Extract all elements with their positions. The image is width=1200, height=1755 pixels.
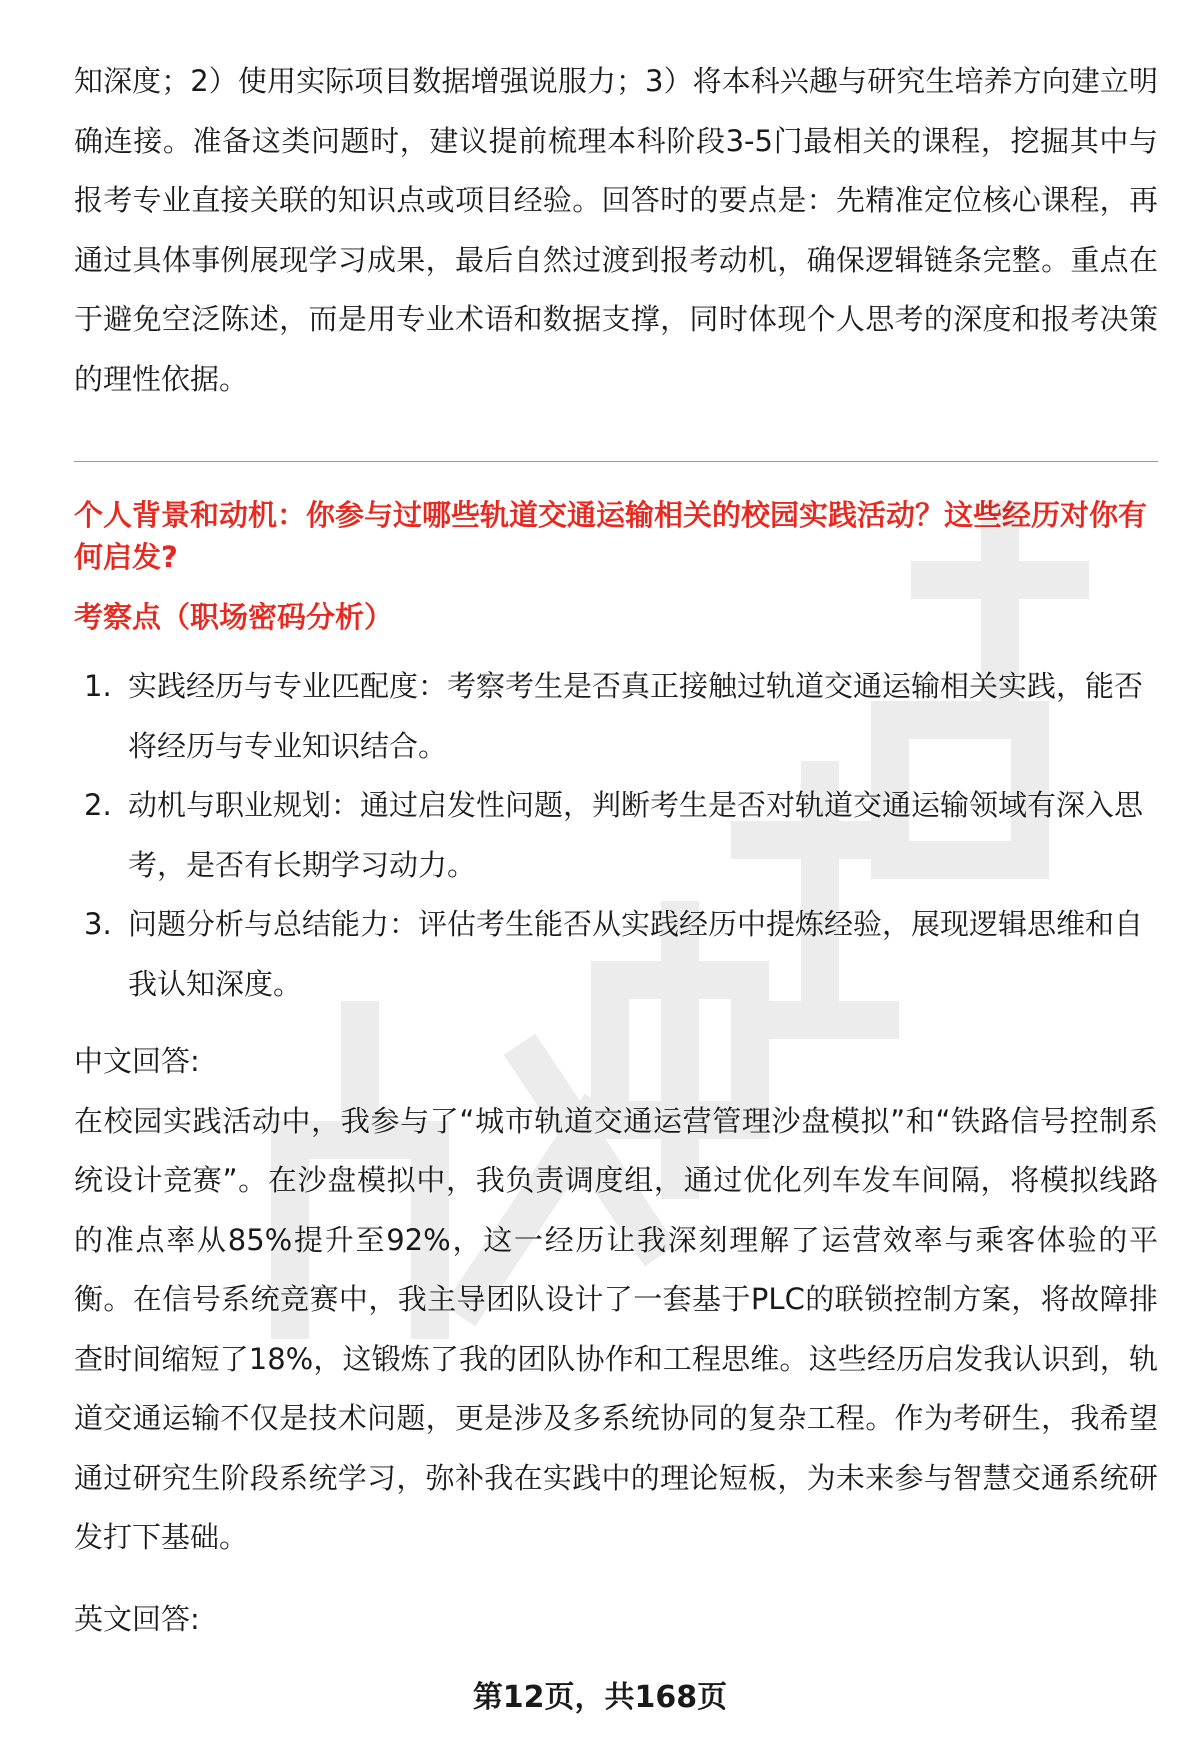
assessment-points-list [74, 657, 1158, 1014]
question-heading: 个人背景和动机：你参与过哪些轨道交通运输相关的校园实践活动？这些经历对你有何启发? [74, 498, 1148, 574]
chinese-answer-paragraph: 在校园实践活动中，我参与了“城市轨道交通运营管理沙盘模拟”和“铁路信号控制系统设计竞赛”。在沙盘模拟中，我负责调度组，通过优化列车发车间隔，将模拟线路的准点率从85%提升至92%，这一经历让我深刻理解了运营效率与乘客体验的平衡。在信号系统竞赛中，我主导团队设计了一套基于PLC的联锁控制方案，将故障排查时间缩短了18%，这锻炼了我的团队协作和工程思维。这些经历启发我认识到，轨道交通运输不仅是技术问题，更是涉及多系统协同的复杂工程。作为考研生，我希望通过研究生阶段系统学习，弥补我在实践中的理论短板，为未来参与智慧交通系统研发打下基础。 [74, 1103, 1158, 1554]
page-footer: 第12页，共168页 [472, 1680, 728, 1715]
list-number: 3. [84, 907, 112, 941]
list-item [74, 776, 1158, 895]
list-item [74, 895, 1158, 1014]
section-divider [74, 461, 1158, 462]
assessment-subheading: 考察点（职场密码分析） [74, 600, 394, 634]
chinese-answer-label: 中文回答: [74, 1044, 200, 1078]
list-number: 1. [84, 669, 112, 703]
list-item [74, 657, 1158, 776]
list-item-text: 问题分析与总结能力：评估考生能否从实践经历中提炼经验，展现逻辑思维和自我认知深度。 [128, 907, 1144, 1001]
intro-paragraph: 知深度；2）使用实际项目数据增强说服力；3）将本科兴趣与研究生培养方向建立明确连接。准备这类问题时，建议提前梳理本科阶段3-5门最相关的课程，挖掘其中与报考专业直接关联的知识点或项目经验。回答时的要点是：先精准定位核心课程，再通过具体事例展现学习成果，最后自然过渡到报考动机，确保逻辑链条完整。重点在于避免空泛陈述，而是用专业术语和数据支撑，同时体现个人思考的深度和报考决策的理性依据。 [74, 64, 1158, 396]
list-item-text: 实践经历与专业匹配度：考察考生是否真正接触过轨道交通运输相关实践，能否将经历与专业知识结合。 [128, 669, 1144, 763]
english-answer-label: 英文回答: [74, 1601, 200, 1636]
list-number: 2. [84, 788, 112, 822]
document-page [74, 52, 1158, 1649]
list-item-text: 动机与职业规划：通过启发性问题，判断考生是否对轨道交通运输领域有深入思考，是否有长期学习动力。 [128, 788, 1144, 882]
